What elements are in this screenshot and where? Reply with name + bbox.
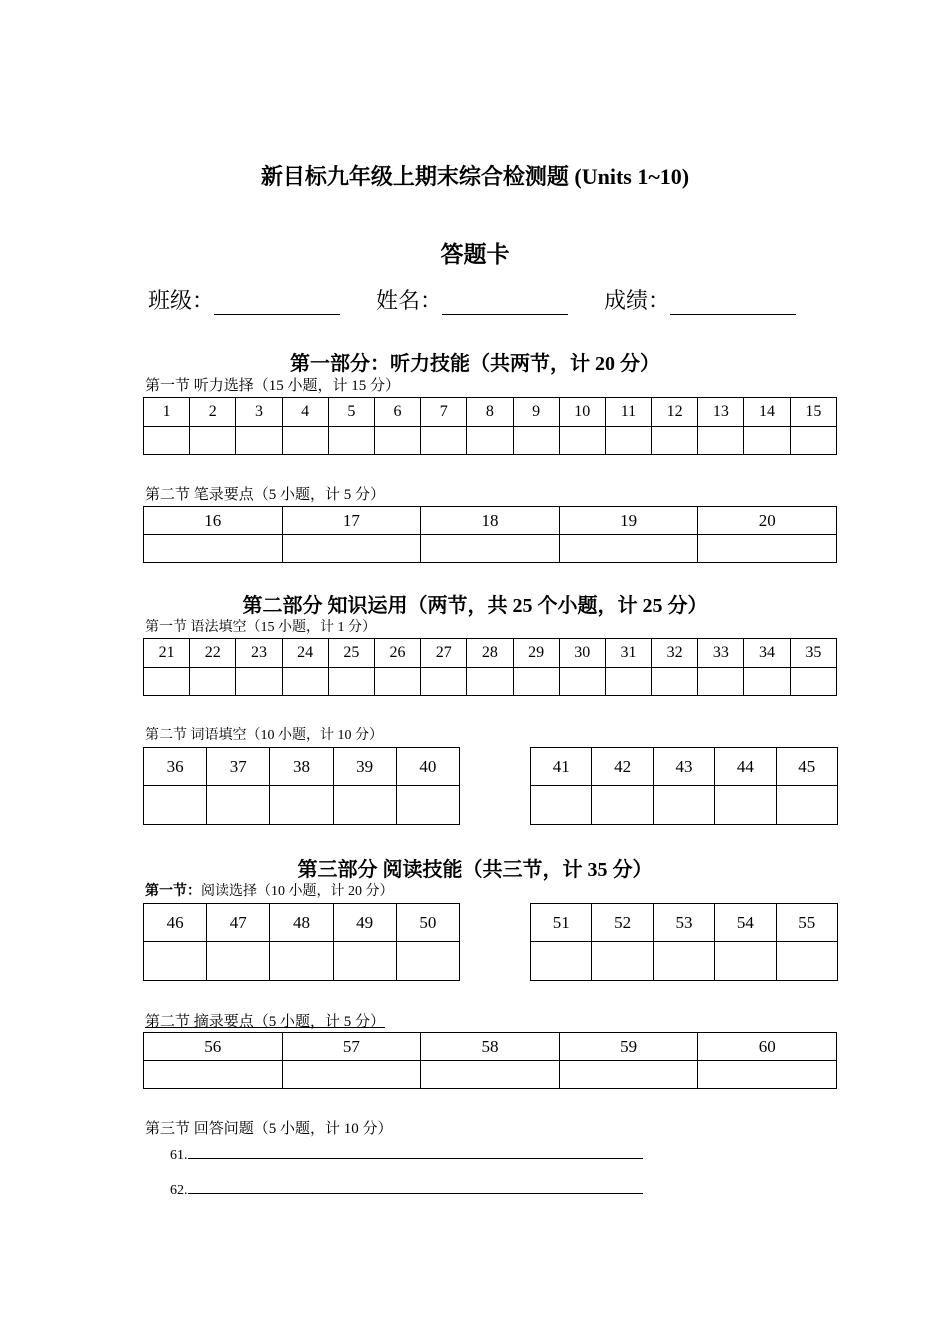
answer-cell-43[interactable] <box>653 786 714 825</box>
question-number-24: 24 <box>282 639 328 668</box>
answer-cell-28[interactable] <box>467 668 513 696</box>
question-number-6: 6 <box>374 398 420 427</box>
answer-cell-59[interactable] <box>559 1061 698 1089</box>
question-number-13: 13 <box>698 398 744 427</box>
answer-grid-46-50 <box>143 903 460 981</box>
question-number-26: 26 <box>374 639 420 668</box>
answer-cell-25[interactable] <box>328 668 374 696</box>
answer-cell-21[interactable] <box>144 668 190 696</box>
answer-cell-16[interactable] <box>144 535 283 563</box>
answer-cell-39[interactable] <box>333 786 396 825</box>
question-number-12: 12 <box>652 398 698 427</box>
part3-section3-heading: 第三节 回答问题（5 小题，计 10 分） <box>145 1121 393 1137</box>
question-number-59: 59 <box>559 1033 698 1061</box>
question-number-41: 41 <box>531 748 592 786</box>
question-number-14: 14 <box>744 398 790 427</box>
question-number-60: 60 <box>698 1033 837 1061</box>
answer-cell-53[interactable] <box>653 942 714 981</box>
answer-cell-23[interactable] <box>236 668 282 696</box>
answer-cell-57[interactable] <box>282 1061 421 1089</box>
answer-cell-6[interactable] <box>374 427 420 455</box>
answer-cell-35[interactable] <box>790 668 836 696</box>
answer-cell-5[interactable] <box>328 427 374 455</box>
part1-section1-heading: 第一节 听力选择（15 小题，计 15 分） <box>145 378 401 394</box>
question-number-27: 27 <box>421 639 467 668</box>
question-number-37: 37 <box>207 748 270 786</box>
question-number-11: 11 <box>605 398 651 427</box>
answer-cell-3[interactable] <box>236 427 282 455</box>
question-number-51: 51 <box>531 904 592 942</box>
question-number-50: 50 <box>396 904 459 942</box>
answer-cell-24[interactable] <box>282 668 328 696</box>
part3-section1-heading-rest: 阅读选择（10 小题，计 20 分） <box>201 884 394 899</box>
question-number-38: 38 <box>270 748 333 786</box>
answer-cell-40[interactable] <box>396 786 459 825</box>
answer-grid-21-35 <box>143 638 837 696</box>
answer-cell-49[interactable] <box>333 942 396 981</box>
question-number-31: 31 <box>605 639 651 668</box>
answer-cell-27[interactable] <box>421 668 467 696</box>
question-61-number: 61. <box>170 1148 188 1163</box>
question-number-19: 19 <box>559 507 698 535</box>
answer-cell-22[interactable] <box>190 668 236 696</box>
answer-cell-13[interactable] <box>698 427 744 455</box>
answer-cell-42[interactable] <box>592 786 653 825</box>
question-number-18: 18 <box>421 507 560 535</box>
question-number-54: 54 <box>715 904 776 942</box>
page-title: 新目标九年级上期末综合检测题 (Units 1~10) <box>260 164 690 189</box>
answer-cell-41[interactable] <box>531 786 592 825</box>
question-number-4: 4 <box>282 398 328 427</box>
question-number-25: 25 <box>328 639 374 668</box>
answer-cell-58[interactable] <box>421 1061 560 1089</box>
part2-section2-heading: 第二节 词语填空（10 小题，计 10 分） <box>145 728 383 743</box>
question-number-47: 47 <box>207 904 270 942</box>
answer-cell-34[interactable] <box>744 668 790 696</box>
answer-cell-56[interactable] <box>144 1061 283 1089</box>
part2-heading: 第二部分 知识运用（两节，共 25 个小题，计 25 分） <box>242 595 708 617</box>
answer-cell-29[interactable] <box>513 668 559 696</box>
name-field[interactable] <box>442 292 568 315</box>
question-number-57: 57 <box>282 1033 421 1061</box>
score-field[interactable] <box>670 292 796 315</box>
question-number-56: 56 <box>144 1033 283 1061</box>
answer-grid-1-15 <box>143 397 837 455</box>
answer-cell-32[interactable] <box>652 668 698 696</box>
question-62-answer[interactable] <box>188 1179 643 1194</box>
question-number-3: 3 <box>236 398 282 427</box>
question-number-23: 23 <box>236 639 282 668</box>
question-number-35: 35 <box>790 639 836 668</box>
answer-cell-2[interactable] <box>190 427 236 455</box>
answer-cell-30[interactable] <box>559 668 605 696</box>
question-number-28: 28 <box>467 639 513 668</box>
question-61-line <box>170 1144 643 1164</box>
answer-cell-26[interactable] <box>374 668 420 696</box>
question-number-36: 36 <box>144 748 207 786</box>
answer-cell-17[interactable] <box>282 535 421 563</box>
question-number-33: 33 <box>698 639 744 668</box>
question-number-43: 43 <box>653 748 714 786</box>
answer-grid-41-45 <box>530 747 838 825</box>
answer-cell-46[interactable] <box>144 942 207 981</box>
answer-cell-4[interactable] <box>282 427 328 455</box>
answer-cell-33[interactable] <box>698 668 744 696</box>
question-number-39: 39 <box>333 748 396 786</box>
question-number-40: 40 <box>396 748 459 786</box>
question-number-45: 45 <box>776 748 837 786</box>
question-number-55: 55 <box>776 904 837 942</box>
question-number-52: 52 <box>592 904 653 942</box>
question-number-30: 30 <box>559 639 605 668</box>
answer-cell-9[interactable] <box>513 427 559 455</box>
page-subtitle: 答题卡 <box>440 242 510 268</box>
answer-cell-18[interactable] <box>421 535 560 563</box>
question-number-58: 58 <box>421 1033 560 1061</box>
score-label: 成绩： <box>604 289 671 314</box>
answer-cell-38[interactable] <box>270 786 333 825</box>
question-number-22: 22 <box>190 639 236 668</box>
answer-cell-12[interactable] <box>652 427 698 455</box>
part3-section1-heading-bold: 第一节： <box>145 884 201 899</box>
answer-grid-56-60 <box>143 1032 837 1089</box>
question-number-32: 32 <box>652 639 698 668</box>
answer-cell-60[interactable] <box>698 1061 837 1089</box>
question-number-17: 17 <box>282 507 421 535</box>
question-number-8: 8 <box>467 398 513 427</box>
answer-cell-44[interactable] <box>715 786 776 825</box>
question-number-49: 49 <box>333 904 396 942</box>
question-62-line <box>170 1179 643 1199</box>
question-number-20: 20 <box>698 507 837 535</box>
question-number-34: 34 <box>744 639 790 668</box>
answer-cell-48[interactable] <box>270 942 333 981</box>
answer-cell-45[interactable] <box>776 786 837 825</box>
question-number-29: 29 <box>513 639 559 668</box>
part3-section2-heading: 第二节 摘录要点（5 小题，计 5 分） <box>145 1014 386 1030</box>
answer-cell-10[interactable] <box>559 427 605 455</box>
question-number-44: 44 <box>715 748 776 786</box>
answer-cell-1[interactable] <box>144 427 190 455</box>
part1-heading: 第一部分：听力技能（共两节，计 20 分） <box>290 353 660 375</box>
class-field[interactable] <box>214 292 340 315</box>
question-number-5: 5 <box>328 398 374 427</box>
part2-section1-heading: 第一节 语法填空（15 小题，计 1 分） <box>145 620 376 635</box>
answer-grid-51-55 <box>530 903 838 981</box>
answer-cell-19[interactable] <box>559 535 698 563</box>
part1-section2-heading: 第二节 笔录要点（5 小题，计 5 分） <box>145 487 386 503</box>
question-number-53: 53 <box>653 904 714 942</box>
answer-grid-16-20 <box>143 506 837 563</box>
question-number-9: 9 <box>513 398 559 427</box>
answer-cell-8[interactable] <box>467 427 513 455</box>
answer-cell-36[interactable] <box>144 786 207 825</box>
answer-cell-31[interactable] <box>605 668 651 696</box>
question-number-42: 42 <box>592 748 653 786</box>
answer-cell-20[interactable] <box>698 535 837 563</box>
question-number-21: 21 <box>144 639 190 668</box>
question-61-answer[interactable] <box>188 1144 643 1159</box>
answer-cell-54[interactable] <box>715 942 776 981</box>
question-number-15: 15 <box>790 398 836 427</box>
question-number-2: 2 <box>190 398 236 427</box>
question-number-10: 10 <box>559 398 605 427</box>
question-number-7: 7 <box>421 398 467 427</box>
answer-cell-14[interactable] <box>744 427 790 455</box>
answer-cell-7[interactable] <box>421 427 467 455</box>
class-label: 班级： <box>148 289 215 314</box>
question-number-1: 1 <box>144 398 190 427</box>
question-number-16: 16 <box>144 507 283 535</box>
answer-cell-51[interactable] <box>531 942 592 981</box>
student-info-row <box>148 284 796 315</box>
name-label: 姓名： <box>376 289 443 314</box>
part3-section1-heading <box>145 880 394 900</box>
answer-cell-50[interactable] <box>396 942 459 981</box>
answer-cell-37[interactable] <box>207 786 270 825</box>
question-number-48: 48 <box>270 904 333 942</box>
question-62-number: 62. <box>170 1183 188 1198</box>
answer-grid-36-40 <box>143 747 460 825</box>
question-number-46: 46 <box>144 904 207 942</box>
answer-cell-47[interactable] <box>207 942 270 981</box>
part3-heading: 第三部分 阅读技能（共三节，计 35 分） <box>297 859 653 881</box>
answer-cell-55[interactable] <box>776 942 837 981</box>
answer-cell-11[interactable] <box>605 427 651 455</box>
answer-cell-15[interactable] <box>790 427 836 455</box>
answer-cell-52[interactable] <box>592 942 653 981</box>
